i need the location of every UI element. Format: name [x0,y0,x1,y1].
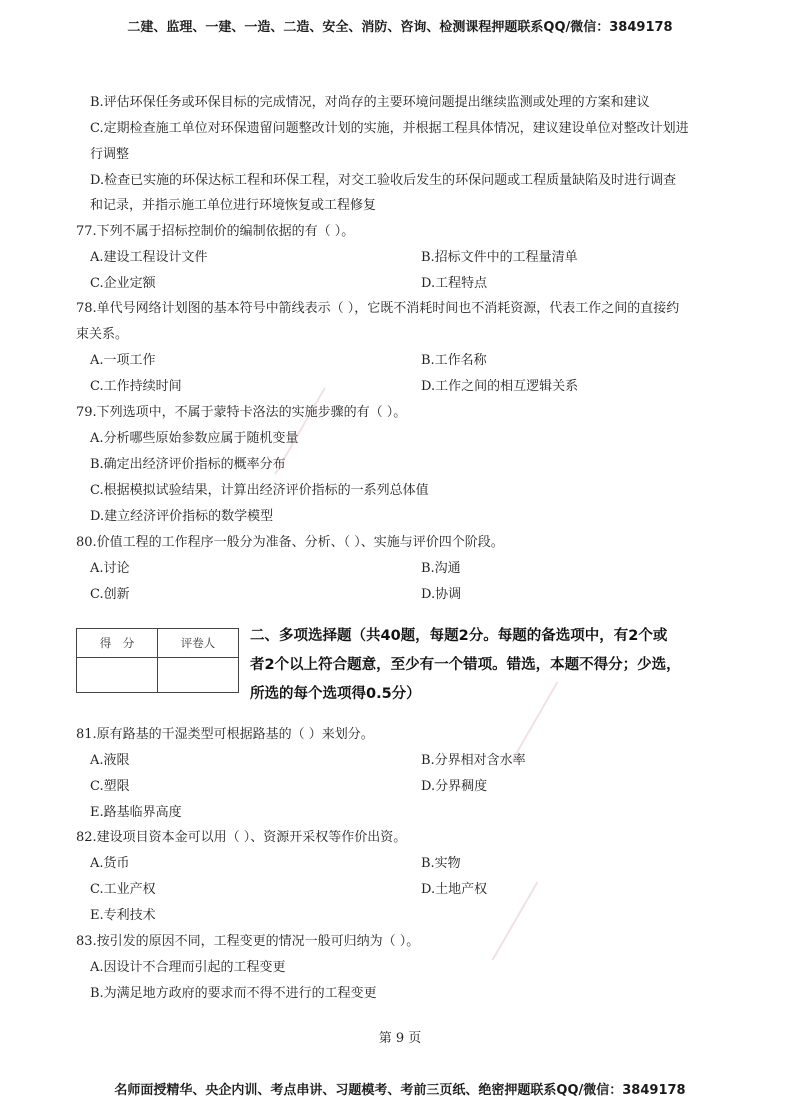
q78-stem-line1: 78.单代号网络计划图的基本符号中箭线表示（ ），它既不消耗时间也不消耗资源，代表工作之间的直接约 [76,301,680,316]
score-header: 得 分 [77,629,158,658]
q77-option-a: A.建设工程设计文件 [90,250,208,265]
q82-option-c: C.工业产权 [90,882,156,897]
section-title-line1: 二、多项选择题（共40题，每题2分。每题的备选项中，有2个或 [250,628,668,644]
q82-option-b: B.实物 [421,856,461,871]
q83-stem: 83.按引发的原因不同，工程变更的情况一般可归纳为（ ）。 [76,934,420,949]
q81-stem: 81.原有路基的干湿类型可根据路基的（ ）来划分。 [76,727,374,742]
q78-option-a: A.一项工作 [90,353,156,368]
q82-option-d: D.土地产权 [421,882,488,897]
q78-option-c: C.工作持续时间 [90,379,182,394]
grader-header: 评卷人 [158,629,239,658]
q80-stem: 80.价值工程的工作程序一般分为准备、分析、（ ）、实施与评价四个阶段。 [76,535,504,550]
q78-option-d: D.工作之间的相互逻辑关系 [421,379,579,394]
q80-option-c: C.创新 [90,587,130,602]
q79-option-b: B.确定出经济评价指标的概率分布 [90,457,286,472]
q79-stem: 79.下列选项中，不属于蒙特卡洛法的实施步骤的有（ ）。 [76,405,407,420]
q78-option-b: B.工作名称 [421,353,487,368]
q76-option-c-line1: C.定期检查施工单位对环保遗留问题整改计划的实施，并根据工程具体情况，建议建设单位对整改计划进 [90,121,689,136]
q82-option-e: E.专利技术 [90,908,156,923]
footer-banner: 名师面授精华、央企内训、考点串讲、习题模考、考前三页纸、绝密押题联系QQ/微信：3849178 [114,1083,686,1098]
q81-option-b: B.分界相对含水率 [421,753,526,768]
score-table [76,628,239,693]
score-cell [77,658,158,693]
grader-cell [158,658,239,693]
header-banner: 二建、监理、一建、一造、二造、安全、消防、咨询、检测课程押题联系QQ/微信：3849178 [127,20,673,35]
q83-option-b: B.为满足地方政府的要求而不得不进行的工程变更 [90,986,377,1001]
q76-option-d-line1: D.检查已实施的环保达标工程和环保工程，对交工验收后发生的环保问题或工程质量缺陷及时进行调查 [90,173,677,188]
q80-option-a: A.讨论 [90,561,130,576]
q81-option-d: D.分界稠度 [421,779,488,794]
q76-option-b: B.评估环保任务或环保目标的完成情况，对尚存的主要环境问题提出继续监测或处理的方案和建议 [90,95,650,110]
q81-option-e: E.路基临界高度 [90,805,182,820]
q76-option-d-line2: 和记录，并指示施工单位进行环境恢复或工程修复 [90,198,377,213]
q79-option-d: D.建立经济评价指标的数学模型 [90,509,274,524]
q82-option-a: A.货币 [90,856,130,871]
q77-option-c: C.企业定额 [90,276,156,291]
q83-option-a: A.因设计不合理而引起的工程变更 [90,960,286,975]
page-number: 第 9 页 [378,1031,422,1046]
section-title-line2: 者2个以上符合题意，至少有一个错项。错选，本题不得分；少选， [250,657,681,673]
q80-option-d: D.协调 [421,587,462,602]
q79-option-a: A.分析哪些原始参数应属于随机变量 [90,431,299,446]
watermark-mark [492,882,539,961]
q77-stem: 77.下列不属于招标控制价的编制依据的有（ ）。 [76,224,355,239]
q81-option-c: C.塑限 [90,779,130,794]
q82-stem: 82.建设项目资本金可以用（ ）、资源开采权等作价出资。 [76,830,407,845]
section-title [250,622,750,709]
q77-option-d: D.工程特点 [421,276,488,291]
q81-option-a: A.液限 [90,753,130,768]
q76-option-c-line2: 行调整 [90,147,130,162]
q80-option-b: B.沟通 [421,561,461,576]
q77-option-b: B.招标文件中的工程量清单 [421,250,578,265]
q78-stem-line2: 束关系。 [76,327,129,342]
section-title-line3: 所选的每个选项得0.5分） [250,686,421,702]
q79-option-c: C.根据模拟试验结果，计算出经济评价指标的一系列总体值 [90,483,429,498]
